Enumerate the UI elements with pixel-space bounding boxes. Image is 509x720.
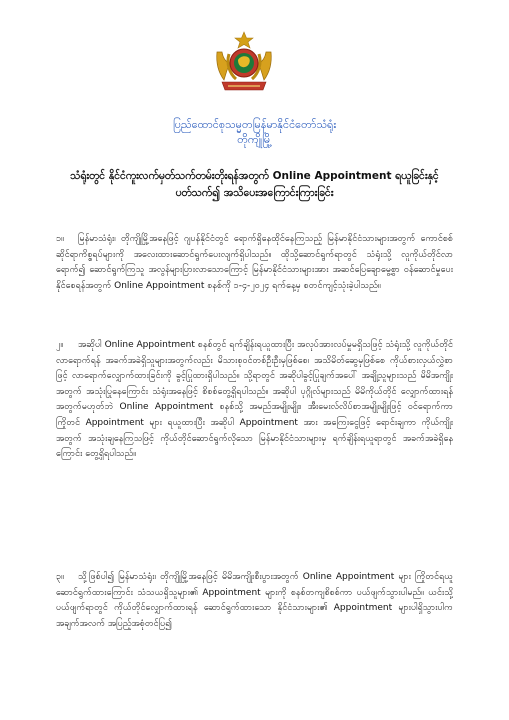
paragraph-text: အဆိုပါ Online Appointment စနစ်တွင် ရက်ချိန်းရယူထားပြီး အလုပ်အားလပ်မှုမရှိသဖြင့် သံရုံးသို့ လူကိုယ်တိုင်လာရောက်ရန် အခက်အခဲရှိသူများအတွက်လည်း မိသားစုဝင်တစ်ဦးဦးမှဖြစ်စေ၊ အသိမိတ်ဆွေမှဖြစ်စေ ကိုယ်စားလှယ်လွှဲစာဖြင့် လာရောက်လျှောက်ထားခြင်းကို ခွင့်ပြုထားရှိပါသည်။ သို့ရာတွင် အဆိုပါခွင့်ပြုချက်အပေါ် အချို့သူများသည် မိမိအကျိုးအတွက် အသုံးပြုနေကြောင်း သံရုံးအနေဖြင့် စိစစ်တွေ့ရှိရပါသည်။ အဆိုပါ ပုဂ္ဂိုလ်များသည် မိမိကိုယ်တိုင် လျှောက်ထားရန်အတွက်မဟုတ်ဘဲ Online Appointment စနစ်သို့ အမည်အမျိုးမျိုး၊ အီးမေးလ်လိပ်စာအမျိုးမျိုးဖြင့် ဝင်ရောက်ကာ ကြိုတင် Appointment များ ရယူထားပြီး အဆိုပါ Appointment အား အကြေးငွေဖြင့် ရောင်းချကာ ကိုယ်ကျိုးအတွက် အသုံးချနေကြသဖြင့် ကိုယ်တိုင်ဆောင်ရွက်လိုသော မြန်မာနိုင်ငံသားများမှ ရက်ချိန်းရယူရာတွင် အခက်အခဲရှိနေကြောင်း တွေ့ရှိရပါသည်။ [56,340,453,460]
title-line-1: သံရုံးတွင် နိုင်ငံကူးလက်မှတ်သက်တမ်းတိုးရန်အတွက် Online Appointment ရယူခြင်းနှင့် [70,170,439,182]
paragraph-number: ၂။ [56,340,64,350]
ministry-name: ပြည်ထောင်စုသမ္မတမြန်မာနိုင်ငံတော်သံရုံး [172,118,337,131]
paragraph-text: သို့ဖြစ်ပါ၍ မြန်မာသံရုံး၊ တိုကျိုမြို့အနေဖြင့် မိမိအကျိုးစီးပွားအတွက် Online Appointment များ ကြိုတင်ရယူဆောင်ရွက်ထားကြောင်း သံသယရှိသူများ၏ Appointment များကို စနစ်တကျစိစစ်ကာ ပယ်ဖျက်သွားပါမည်။ ယင်းသို့ပယ်ဖျက်ရာတွင် ကိုယ်တိုင်လျှောက်ထားရန် ဆောင်ရွက်ထားသော နိုင်ငံသားများ၏ Appointment များပါရှိသွားပါက အချက်အလက် အပြည့်အစုံတင်ပြ၍ [56,572,453,629]
paragraph-1 [56,232,453,294]
paragraph-2 [56,338,453,463]
paragraph-number: ၃။ [56,572,64,582]
ministry-city: တိုကျိုမြို့ [237,133,272,146]
state-emblem-icon [214,30,274,96]
paragraph-3 [56,570,453,632]
title-line-2: ပတ်သက်၍ အသိပေးအကြောင်းကြားခြင်း [175,187,334,199]
paragraph-text: မြန်မာသံရုံး၊ တိုကျိုမြို့အနေဖြင့် ဂျပန်နိုင်ငံတွင် ရောက်ရှိနေထိုင်နေကြသည့် မြန်မာနိုင်ငံသားများအတွက် ကောင်စစ်ဆိုင်ရာကိစ္စရပ်များကို အလေးထားဆောင်ရွက်ပေးလျက်ရှိပါသည်။ ထိုသို့ဆောင်ရွက်ရာတွင် သံရုံးသို့ လူကိုယ်တိုင်လာရောက်၍ ဆောင်ရွက်ကြသူ အလွန်များပြားလာသောကြောင့် မြန်မာနိုင်ငံသားများအား အဆင်ပြေချောမွေ့စွာ ဝန်ဆောင်မှုပေးနိုင်စေရန်အတွက် Online Appointment စနစ်ကို ၁-၄-၂၀၂၄ ရက်နေ့မှ စတင်ကျင့်သုံးခဲ့ပါသည်။ [56,234,453,291]
paragraph-number: ၁။ [56,234,64,244]
document-title [56,168,453,202]
